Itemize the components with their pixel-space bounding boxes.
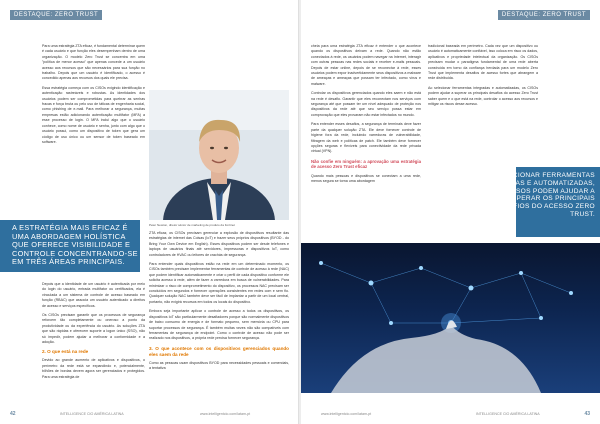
paragraph: Para entender quais dispositivos estão na rede em um determinado momento, os CISOs também precisam implementar ferramentas de controle de acesso à rede (NAC) que podem identificar automaticamente e criar o perfil de cada dispositivo conforme ele solicita acesso à rede, além de fazer a varredura em busca de vulnerabilidades. Para minimizar o risco de comprometimento do dispositivo, os processos NAC precisam ser concluídos em segundos e fornecer operações consistentes em redes com e sem fio. Qualquer solução NAC também deve ser fácil de implantar a partir de um local central, portanto, não exigirá recursos em todos os locais do dispositivo.: [149, 262, 289, 304]
paragraph: Para uma estratégia ZTA eficaz, é fundamental determinar quem é cada usuário e que função eles desempenham dentro de uma organização. O modelo Zero Trust se concentra em uma "política de menor acesso" que apenas concede a um usuário acesso aos recursos que são necessários para sua função no trabalho. Depois que um usuário é identificado, o acesso é concedido apenas aos recursos dos quais ele precisa.: [42, 44, 146, 81]
footer-url: www.intelligentcio.com/latam-pt: [200, 412, 251, 416]
portrait-illustration: [149, 90, 289, 220]
paragraph: Ao selecionar ferramentas integradas e automatizadas, os CISOs podem ajudar a superar os principais desafios do acesso Zero Trust saber quem e o que está na rede, controlar o acesso aos recursos e mitigar os riscos desse acesso.: [428, 85, 538, 107]
section-subhead: Não confie em ninguém: a aprovação uma estratégia de acesso Zero Trust eficaz: [311, 158, 421, 170]
right-column-2: [428, 44, 538, 111]
paragraph: Controlar os dispositivos gerenciados quando eles saem e não está na rede é desafio. Garantir que eles reconectam nos serviços com segurança até que possam ter um nível adequado de proteção nos dispositivos da rede até que seu serviço possa estar em comprovação que eles provaram não estar infectados no mundo.: [311, 91, 421, 117]
right-page: [301, 0, 600, 424]
left-column-right: [149, 231, 289, 376]
footer-url: www.intelligentcio.com/latam-pt: [321, 412, 372, 416]
paragraph: ZTA eficaz, os CISOs precisam gerenciar a explosão de dispositivos resultante das estratégias de internet das Coisas (IoT) e trazer seus próprios dispositivos (BYOD - do Bring Your Own Device em English). Esses dispositivos podem ser desde telefones e laptops de usuários finais até servidores, impressoras e dispositivos IoT, como controladores de HVAC ou leitores de crachás de segurança.: [149, 231, 289, 257]
page-number: 43: [584, 411, 590, 417]
photo-caption: Peter Newton, diretor sênior de marketing de produto da Fortinet: [149, 223, 235, 227]
page-number: 42: [10, 411, 16, 417]
paragraph: Os CISOs precisam garantir que os processos de segurança reforcem tão completamente ou oneroso a ponto da produtividade ou da experiência do usuário. As soluções ZTA que são rápidas e oferecem suporte a logon único (SSO), não só impedir, podem ajudar a melhorar a conformidade e a adoção.: [42, 313, 145, 345]
section-subhead: 2. O que está na rede: [42, 349, 89, 355]
paragraph: tradicional baseada em perímetro. Cada vez que um dispositivo ou usuário é automaticamente confiável, isso coloca em risco os dados, aplicativos e propriedade intelectual da organização. Os CISOs precisam mudar o paradigma fundamental de uma rede aberta construída em torno da confiança herdada para um modelo Zero Trust que implementa desafios de acesso fortes que abrangem a rede distribuída.: [428, 44, 538, 81]
author-photo: [149, 90, 289, 220]
paragraph: Para entender esses desafios, a segurança de terminais deve fazer parte da qualquer solução ZTA. Ele deve fornecer controle de higiene fora da rede, incluindo varreduras de vulnerabilidade, filtragem da web e políticas de patch. Ele também deve fornecer opções seguras e flexíveis para conectividade da rede privada virtual (VPN).: [311, 122, 421, 154]
paragraph: Essa estratégia começa com os CISOs exigindo identificação e autenticação rastreáveis e robustas. As identidades dos usuários podem ser comprometidas para quebrar as senhas fracas e força bruta ou pelo uso de táticas de engenharia social, como phishing de e-mail. Para melhorar a segurança, muitas empresas estão adicionando autenticação multifator (MFA) a esse processo de login. O MFA inclui algo que o usuário conhece, como nome de usuário e senha, junto com algo que o usuário possui, como um dispositivo de token que gera um código de uso único ou um sensor de token baseado em software.: [42, 85, 145, 144]
section-tag: DESTAQUE: ZERO TRUST: [498, 10, 590, 20]
network-illustration: [301, 243, 600, 393]
paragraph: Como as pessoas usam dispositivos BYOD para necessidades pessoais e comerciais, a tentativa: [149, 360, 289, 371]
left-page: [0, 0, 299, 424]
pull-quote: A ESTRATÉGIA MAIS EFICAZ É UMA ABORDAGEM HOLÍSTICA QUE OFERECE VISIBILIDADE E CONTROLE CONCENTRANDO-SE EM TRÊS ÁREAS PRINCIPAIS.: [12, 223, 138, 267]
paragraph: Devido ao grande aumento de aplicativos e dispositivos, o perímetro da rede está se expandindo e, potencialmente, bilhões de bordas devem agora ser gerenciados e protegidos. Para uma estratégia de: [42, 358, 145, 379]
right-column-1: [311, 44, 421, 189]
left-column-top: [42, 44, 145, 149]
paragraph: Quando mais pessoas e dispositivos se conectam a uma rede, menos segura se torna uma abordagem: [311, 173, 421, 184]
network-hand-image: [301, 243, 600, 393]
paragraph: Depois que a identidade de um usuário é autenticada por meio do login do usuário, entrada multifator ou certificados, ela é vinculada a um sistema de controle de acesso baseado em função (RBAC) que associa um usuário autenticado a direitos de acesso e serviços específicos.: [42, 282, 145, 308]
left-column-bottom: [42, 282, 145, 384]
footer-publication: INTELLIGENCE CIO AMÉRICA LATINA: [60, 412, 124, 416]
pull-quote: AO SELECIONAR FERRAMENTAS INTEGRADAS E AUTOMATIZADAS, OS CISOS PODEM AJUDAR A SUPERAR OS PRINCIPAIS DESAFIOS DO ACESSO ZERO TRUST.: [479, 172, 595, 218]
footer-publication: INTELLIGENCE CIO AMÉRICA LATINA: [476, 412, 540, 416]
paragraph: cheia para uma estratégia ZTA eficaz é entender o que acontece quando os dispositivos deixam a rede. Quando não estão conectados à rede, os usuários podem navegar na Internet, interagir com outras pessoas nas redes sociais e receber e-mails pessoais. Depois de estar online, depois de se reconectar à rede, esses usuários podem expor inadvertidamente seus dispositivos a malware de ameaças e ameaças que possam ter infectado, como vírus e malware.: [311, 44, 421, 86]
section-subhead: 3. O que acontece com os dispositivos gerenciados quando eles saem da rede: [149, 345, 289, 357]
section-tag: DESTAQUE: ZERO TRUST: [10, 10, 102, 20]
paragraph: Embora seja importante aplicar o controle de acesso a todos os dispositivos, os dispositivos IoT são particularmente desafiadores porque são normalmente dispositivos de baixo consumo de energia e de formato pequeno, sem memória ou CPU para suportar processos de segurança. É também muitas vezes não são compatíveis com ferramentas de segurança de endpoint. Como o controle de acesso não pode ser realizado nos dispositivos, a própria rede precisa fornecer segurança.: [149, 309, 289, 341]
